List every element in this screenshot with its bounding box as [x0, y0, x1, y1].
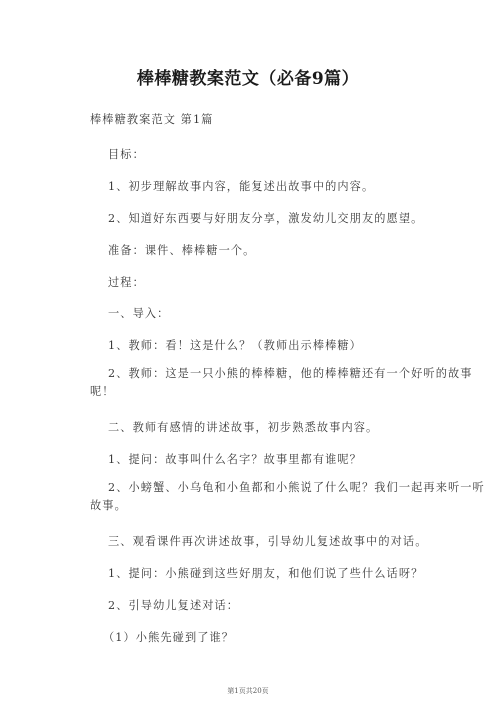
paragraph: （1）小熊先碰到了谁？ [103, 631, 235, 644]
paragraph: 1、提问：故事叫什么名字？故事里都有谁呢？ [108, 453, 362, 466]
paragraph: 一、导入： [108, 307, 170, 320]
paragraph: 2、教师：这是一只小熊的棒棒糖，他的棒棒糖还有一个好听的故事呢！ [90, 367, 473, 398]
page-footer: 第1页共20页 [227, 687, 269, 695]
paragraph: 准备：课件、棒棒糖一个。 [108, 244, 256, 257]
paragraph: 2、引导幼儿复述对话： [108, 599, 240, 612]
paragraph: 二、教师有感情的讲述故事，初步熟悉故事内容。 [108, 421, 379, 434]
paragraph: 三、观看课件再次讲述故事，引导幼儿复述故事中的对话。 [108, 535, 428, 548]
paragraph: 过程： [108, 276, 145, 289]
paragraph: 目标： [108, 148, 145, 161]
paragraph: 1、初步理解故事内容，能复述出故事中的内容。 [108, 180, 375, 193]
document-title: 棒棒糖教案范文（必备9篇） [136, 69, 360, 89]
paragraph: 2、知道好东西要与好朋友分享，激发幼儿交朋友的愿望。 [108, 212, 424, 225]
paragraph: 1、提问：小熊碰到这些好朋友，和他们说了些什么话呀？ [108, 567, 424, 580]
section-subtitle: 棒棒糖教案范文 第1篇 [90, 113, 214, 126]
paragraph: 2、小螃蟹、小乌龟和小鱼都和小熊说了什么呢？我们一起再来听一听故事。 [90, 481, 485, 512]
paragraph: 1、教师：看！这是什么？（教师出示棒棒糖） [108, 339, 362, 352]
